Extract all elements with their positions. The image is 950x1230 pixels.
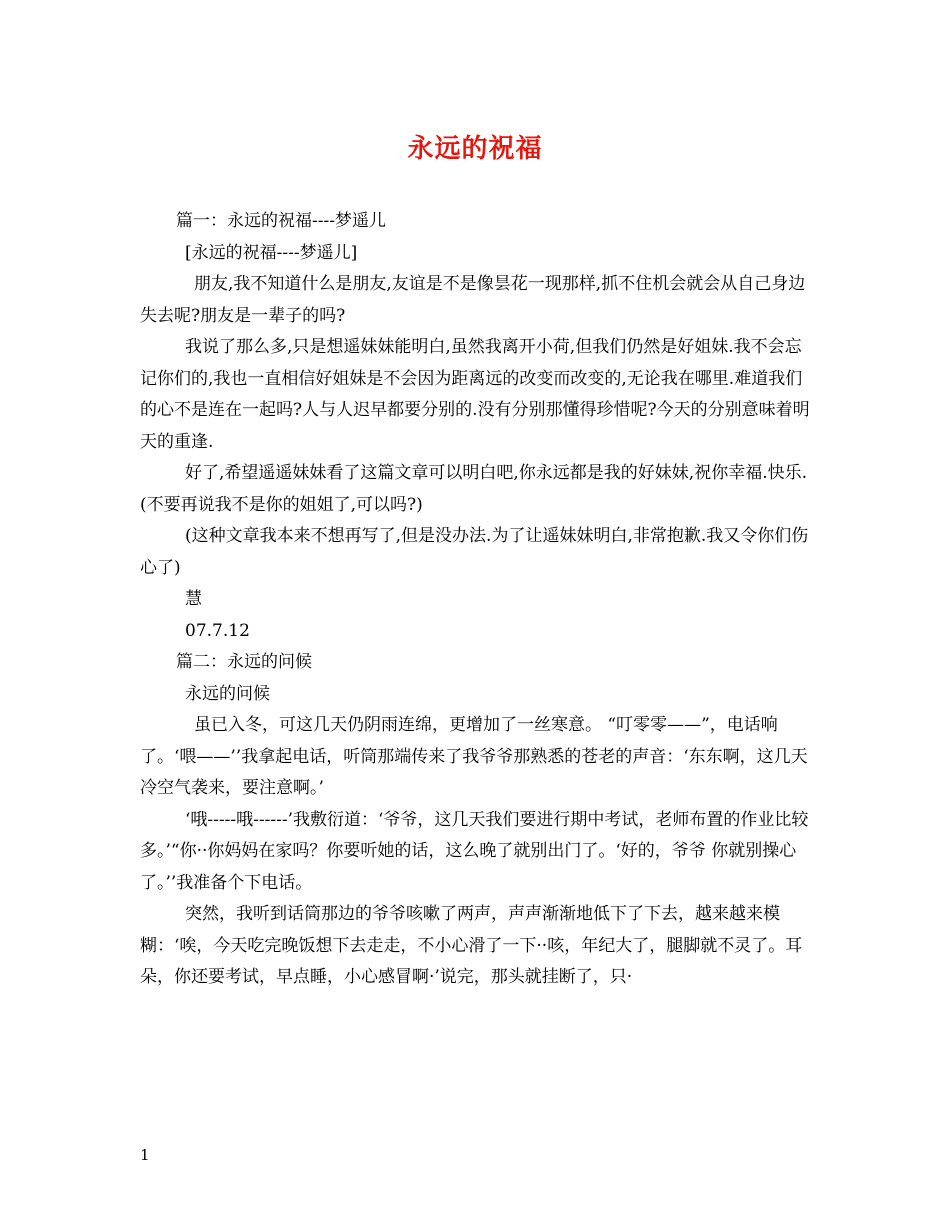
paragraph: [永远的祝福----梦遥儿] bbox=[185, 242, 358, 263]
paragraph: 好了,希望遥遥妹妹看了这篇文章可以明白吧,你永远都是我的好妹妹,祝你幸福.快乐.(不要再说我不是你的姐姐了,可以吗?) bbox=[140, 463, 808, 515]
signature: 慧 bbox=[185, 589, 202, 609]
paragraph: 我说了那么多,只是想遥妹妹能明白,虽然我离开小荷,但我们仍然是好姐妹.我不会忘记你们的,我也一直相信好姐妹是不会因为距离远的改变而改变的,无论我在哪里.难道我们的心不是连在一起吗?人与人迟早都要分别的.没有分别那懂得珍惜呢?今天的分别意味着明天的重逢. bbox=[140, 337, 810, 452]
document-body bbox=[140, 206, 812, 994]
paragraph: ‘哦-----哦------’我敷衍道：‘爷爷，这几天我们要进行期中考试，老师布置的作业比较多。’“你··你妈妈在家吗？你要听她的话，这么晚了就别出门了。‘好的，爷爷 你就别操心了。’’我准备个下电话。 bbox=[140, 809, 809, 893]
page-number: 1 bbox=[140, 1146, 150, 1164]
paragraph: (这种文章我本来不想再写了,但是没办法.为了让遥妹妹明白,非常抱歉.我又令你们伤心了) bbox=[140, 526, 809, 578]
paragraph: 朋友,我不知道什么是朋友,友谊是不是像昙花一现那样,抓不住机会就会从自己身边失去呢?朋友是一辈子的吗? bbox=[140, 274, 806, 326]
paragraph: 虽已入冬，可这几天仍阴雨连绵，更增加了一丝寒意。 “叮零零——”，电话响了。‘喂——’’我拿起电话，听筒那端传来了我爷爷那熟悉的苍老的声音：‘东东啊，这几天冷空气袭来，要注意啊。’ bbox=[140, 715, 808, 798]
section-heading: 篇二：永远的问候 bbox=[176, 652, 312, 672]
subheading: 永远的问候 bbox=[185, 683, 270, 704]
paragraph: 篇一：永远的祝福----梦遥儿 bbox=[176, 211, 386, 231]
paragraph: 突然，我听到话筒那边的爷爷咳嗽了两声，声声渐渐地低下了下去，越来越来模糊：‘唉，今天吃完晚饭想下去走走，不小心滑了一下··咳，年纪大了，腿脚就不灵了。耳朵，你还要考试，早点睡，小心感冒啊·’说完，那头就挂断了，只· bbox=[140, 904, 803, 987]
date: 07.7.12 bbox=[185, 620, 250, 641]
document-title: 永远的祝福 bbox=[407, 134, 543, 164]
